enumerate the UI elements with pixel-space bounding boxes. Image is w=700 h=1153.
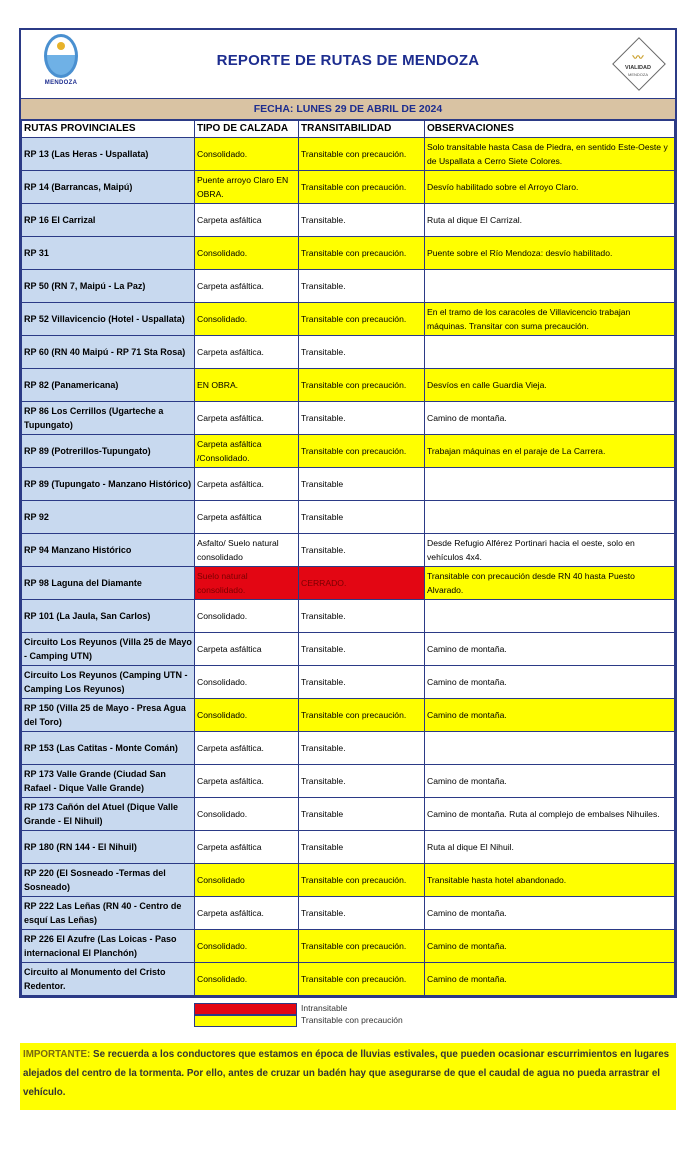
column-header-rutas: RUTAS PROVINCIALES bbox=[22, 121, 195, 138]
cell-ruta: RP 86 Los Cerrillos (Ugarteche a Tupungato) bbox=[22, 402, 195, 435]
cell-observaciones: Camino de montaña. bbox=[425, 666, 675, 699]
table-row bbox=[22, 435, 675, 468]
cell-observaciones: Camino de montaña. bbox=[425, 963, 675, 996]
cell-calzada: Carpeta asfáltica /Consolidado. bbox=[195, 435, 299, 468]
legend-swatch-caution bbox=[194, 1015, 297, 1027]
cell-observaciones: Desvío habilitado sobre el Arroyo Claro. bbox=[425, 171, 675, 204]
table-row bbox=[22, 138, 675, 171]
cell-ruta: Circuito al Monumento del Cristo Redentor. bbox=[22, 963, 195, 996]
cell-observaciones bbox=[425, 468, 675, 501]
cell-transitabilidad: Transitable. bbox=[299, 765, 425, 798]
cell-transitabilidad: Transitable con precaución. bbox=[299, 435, 425, 468]
cell-ruta: RP 220 (El Sosneado -Termas del Sosneado) bbox=[22, 864, 195, 897]
cell-transitabilidad: Transitable con precaución. bbox=[299, 171, 425, 204]
cell-ruta: RP 89 (Potrerillos-Tupungato) bbox=[22, 435, 195, 468]
important-note bbox=[20, 1043, 676, 1110]
cell-observaciones: Camino de montaña. bbox=[425, 633, 675, 666]
cell-transitabilidad: Transitable. bbox=[299, 534, 425, 567]
cell-ruta: RP 31 bbox=[22, 237, 195, 270]
cell-ruta: RP 150 (Villa 25 de Mayo - Presa Agua del Toro) bbox=[22, 699, 195, 732]
table-row bbox=[22, 303, 675, 336]
cell-observaciones: Puente sobre el Río Mendoza: desvío habilitado. bbox=[425, 237, 675, 270]
column-header-transitabilidad: TRANSITABILIDAD bbox=[299, 121, 425, 138]
cell-transitabilidad: Transitable con precaución. bbox=[299, 864, 425, 897]
important-note-text: Se recuerda a los conductores que estamos en época de lluvias estivales, que pueden ocasionar escurrimientos en lugares alejados del centro de la tormenta. Por ello, antes de cruzar un badén hay que asegurarse de que el caudal de agua no pueda arrastrar el vehículo. bbox=[23, 1049, 670, 1098]
cell-transitabilidad: Transitable bbox=[299, 831, 425, 864]
cell-ruta: RP 173 Valle Grande (Ciudad San Rafael - Dique Valle Grande) bbox=[22, 765, 195, 798]
table-row bbox=[22, 237, 675, 270]
cell-calzada: Carpeta asfáltica bbox=[195, 831, 299, 864]
routes-table bbox=[21, 120, 675, 996]
cell-calzada: Consolidado. bbox=[195, 600, 299, 633]
vialidad-logo bbox=[611, 36, 665, 90]
cell-ruta: RP 13 (Las Heras - Uspallata) bbox=[22, 138, 195, 171]
cell-calzada: Consolidado. bbox=[195, 798, 299, 831]
cell-observaciones: Camino de montaña. bbox=[425, 402, 675, 435]
cell-observaciones: Ruta al dique El Carrizal. bbox=[425, 204, 675, 237]
cell-calzada: Consolidado. bbox=[195, 138, 299, 171]
vialidad-logo-label: VIALIDAD bbox=[625, 65, 651, 71]
cell-calzada: Consolidado. bbox=[195, 237, 299, 270]
cell-observaciones: Desde Refugio Alférez Portinari hacia el oeste, solo en vehículos 4x4. bbox=[425, 534, 675, 567]
cell-ruta: RP 60 (RN 40 Maipú - RP 71 Sta Rosa) bbox=[22, 336, 195, 369]
table-row bbox=[22, 699, 675, 732]
cell-observaciones: Transitable hasta hotel abandonado. bbox=[425, 864, 675, 897]
cell-observaciones: Desvíos en calle Guardia Vieja. bbox=[425, 369, 675, 402]
cell-ruta: RP 180 (RN 144 - El Nihuil) bbox=[22, 831, 195, 864]
cell-observaciones bbox=[425, 270, 675, 303]
cell-transitabilidad: Transitable con precaución. bbox=[299, 930, 425, 963]
cell-transitabilidad: CERRADO. bbox=[299, 567, 425, 600]
cell-ruta: RP 101 (La Jaula, San Carlos) bbox=[22, 600, 195, 633]
cell-observaciones: Solo transitable hasta Casa de Piedra, en sentido Este-Oeste y de Uspallata a Cerro Siete Colores. bbox=[425, 138, 675, 171]
cell-calzada: Carpeta asfáltica bbox=[195, 501, 299, 534]
cell-ruta: RP 50 (RN 7, Maipú - La Paz) bbox=[22, 270, 195, 303]
cell-ruta: RP 173 Cañón del Atuel (Dique Valle Grande - El Nihuil) bbox=[22, 798, 195, 831]
cell-observaciones: Camino de montaña. bbox=[425, 897, 675, 930]
cell-observaciones bbox=[425, 732, 675, 765]
cell-transitabilidad: Transitable con precaución. bbox=[299, 237, 425, 270]
cell-ruta: RP 52 Villavicencio (Hotel - Uspallata) bbox=[22, 303, 195, 336]
cell-observaciones bbox=[425, 600, 675, 633]
report-frame bbox=[19, 28, 677, 998]
cell-observaciones: Camino de montaña. bbox=[425, 699, 675, 732]
cell-observaciones bbox=[425, 501, 675, 534]
cell-transitabilidad: Transitable con precaución. bbox=[299, 699, 425, 732]
cell-ruta: RP 153 (Las Catitas - Monte Comán) bbox=[22, 732, 195, 765]
cell-observaciones: Camino de montaña. Ruta al complejo de embalses Nihuiles. bbox=[425, 798, 675, 831]
table-row bbox=[22, 633, 675, 666]
cell-calzada: Carpeta asfáltica bbox=[195, 633, 299, 666]
cell-ruta: RP 16 El Carrizal bbox=[22, 204, 195, 237]
cell-ruta: RP 92 bbox=[22, 501, 195, 534]
cell-calzada: Carpeta asfáltica. bbox=[195, 402, 299, 435]
legend-label-closed: Intransitable bbox=[301, 1003, 348, 1013]
table-header-row bbox=[22, 121, 675, 138]
report-date: FECHA: LUNES 29 DE ABRIL DE 2024 bbox=[21, 99, 675, 120]
cell-calzada: Asfalto/ Suelo natural consolidado bbox=[195, 534, 299, 567]
cell-calzada: Carpeta asfáltica. bbox=[195, 336, 299, 369]
table-row bbox=[22, 369, 675, 402]
cell-ruta: RP 94 Manzano Histórico bbox=[22, 534, 195, 567]
cell-transitabilidad: Transitable. bbox=[299, 402, 425, 435]
cell-observaciones: Trabajan máquinas en el paraje de La Carrera. bbox=[425, 435, 675, 468]
legend-label-caution: Transitable con precaución bbox=[301, 1015, 403, 1025]
table-row bbox=[22, 864, 675, 897]
page-title: REPORTE DE RUTAS DE MENDOZA bbox=[216, 52, 480, 69]
table-row bbox=[22, 270, 675, 303]
cell-observaciones: Ruta al dique El Nihuil. bbox=[425, 831, 675, 864]
cell-transitabilidad: Transitable bbox=[299, 501, 425, 534]
table-row bbox=[22, 930, 675, 963]
column-header-calzada: TIPO DE CALZADA bbox=[195, 121, 299, 138]
legend-swatch-closed bbox=[194, 1003, 297, 1015]
cell-transitabilidad: Transitable. bbox=[299, 897, 425, 930]
cell-transitabilidad: Transitable con precaución. bbox=[299, 303, 425, 336]
mendoza-logo-label: MENDOZA bbox=[44, 80, 78, 86]
cell-ruta: RP 14 (Barrancas, Maipú) bbox=[22, 171, 195, 204]
cell-calzada: Consolidado. bbox=[195, 699, 299, 732]
table-row bbox=[22, 732, 675, 765]
table-row bbox=[22, 336, 675, 369]
table-row bbox=[22, 798, 675, 831]
table-row bbox=[22, 501, 675, 534]
column-header-observaciones: OBSERVACIONES bbox=[425, 121, 675, 138]
cell-ruta: RP 222 Las Leñas (RN 40 - Centro de esquí Las Leñas) bbox=[22, 897, 195, 930]
cell-transitabilidad: Transitable. bbox=[299, 204, 425, 237]
cell-calzada: Suelo natural consolidado. bbox=[195, 567, 299, 600]
table-row bbox=[22, 468, 675, 501]
cell-transitabilidad: Transitable. bbox=[299, 633, 425, 666]
cell-ruta: RP 98 Laguna del Diamante bbox=[22, 567, 195, 600]
cell-transitabilidad: Transitable. bbox=[299, 666, 425, 699]
cell-observaciones: Camino de montaña. bbox=[425, 930, 675, 963]
cell-ruta: Circuito Los Reyunos (Camping UTN - Camping Los Reyunos) bbox=[22, 666, 195, 699]
cell-observaciones bbox=[425, 336, 675, 369]
cell-calzada: Consolidado. bbox=[195, 963, 299, 996]
cell-observaciones: Transitable con precaución desde RN 40 hasta Puesto Alvarado. bbox=[425, 567, 675, 600]
cell-observaciones: En el tramo de los caracoles de Villavicencio trabajan máquinas. Transitar con suma precaución. bbox=[425, 303, 675, 336]
cell-calzada: Consolidado bbox=[195, 864, 299, 897]
cell-calzada: Carpeta asfáltica. bbox=[195, 468, 299, 501]
cell-calzada: Carpeta asfáltica. bbox=[195, 270, 299, 303]
table-row bbox=[22, 666, 675, 699]
table-row bbox=[22, 534, 675, 567]
cell-transitabilidad: Transitable. bbox=[299, 732, 425, 765]
table-row bbox=[22, 897, 675, 930]
cell-transitabilidad: Transitable. bbox=[299, 600, 425, 633]
important-note-lead: IMPORTANTE: bbox=[23, 1049, 91, 1060]
table-row bbox=[22, 402, 675, 435]
cell-calzada: Puente arroyo Claro EN OBRA. bbox=[195, 171, 299, 204]
table-row bbox=[22, 765, 675, 798]
cell-calzada: Carpeta asfáltica. bbox=[195, 732, 299, 765]
table-row bbox=[22, 963, 675, 996]
vialidad-logo-sub: MENDOZA bbox=[628, 72, 648, 77]
cell-transitabilidad: Transitable con precaución. bbox=[299, 369, 425, 402]
cell-ruta: RP 82 (Panamericana) bbox=[22, 369, 195, 402]
cell-transitabilidad: Transitable. bbox=[299, 336, 425, 369]
cell-calzada: Consolidado. bbox=[195, 303, 299, 336]
cell-observaciones: Camino de montaña. bbox=[425, 765, 675, 798]
cell-calzada: Carpeta asfáltica. bbox=[195, 897, 299, 930]
table-row bbox=[22, 171, 675, 204]
cell-transitabilidad: Transitable bbox=[299, 468, 425, 501]
cell-transitabilidad: Transitable con precaución. bbox=[299, 138, 425, 171]
cell-ruta: RP 226 El Azufre (Las Loicas - Paso internacional El Planchón) bbox=[22, 930, 195, 963]
report-header bbox=[21, 30, 675, 99]
cell-transitabilidad: Transitable. bbox=[299, 270, 425, 303]
table-row bbox=[22, 831, 675, 864]
cell-calzada: EN OBRA. bbox=[195, 369, 299, 402]
cell-calzada: Carpeta asfáltica. bbox=[195, 765, 299, 798]
table-row bbox=[22, 204, 675, 237]
cell-transitabilidad: Transitable con precaución. bbox=[299, 963, 425, 996]
table-row bbox=[22, 600, 675, 633]
cell-ruta: Circuito Los Reyunos (Villa 25 de Mayo - Camping UTN) bbox=[22, 633, 195, 666]
cell-transitabilidad: Transitable bbox=[299, 798, 425, 831]
cell-calzada: Carpeta asfáltica bbox=[195, 204, 299, 237]
cell-calzada: Consolidado. bbox=[195, 930, 299, 963]
cell-ruta: RP 89 (Tupungato - Manzano Histórico) bbox=[22, 468, 195, 501]
vialidad-mark-icon: 〰 bbox=[632, 52, 644, 64]
table-row bbox=[22, 567, 675, 600]
cell-calzada: Consolidado. bbox=[195, 666, 299, 699]
